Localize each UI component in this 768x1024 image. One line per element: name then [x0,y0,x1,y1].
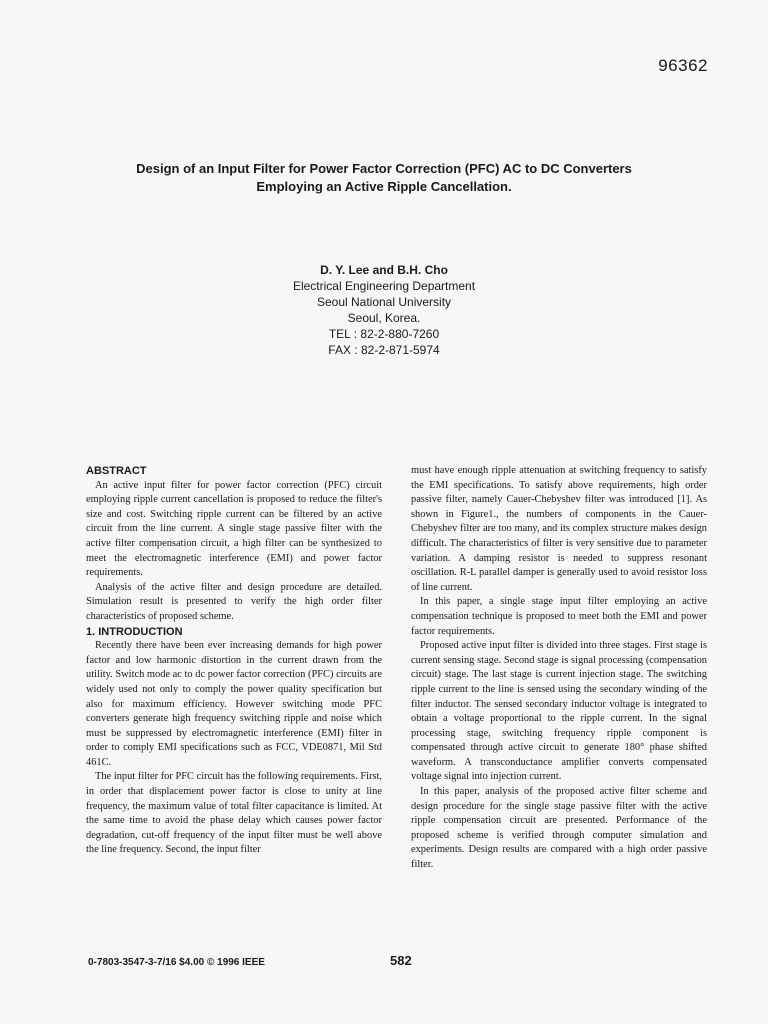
paper-id: 96362 [658,56,708,75]
right-column [411,464,707,873]
right-paragraph-2: In this paper, a single stage input filter employing an active compensation technique is proposed to meet both the EMI and power factor requirements. [411,596,707,637]
page-number: 582 [390,953,412,968]
abstract-heading: ABSTRACT [86,465,147,477]
abstract-paragraph-2: Analysis of the active filter and design procedure are detailed. Simulation result is presented to verify the high order filter characteristics of proposed scheme. [86,581,382,622]
paper-title [60,160,708,196]
right-paragraph-1: must have enough ripple attenuation at switching frequency to satisfy the EMI specifications. To satisfy above requirements, high order passive filter, namely Cauer-Chebyshev filter was introduced [1]. As shown in Figure1., the numbers of components in the Cauer-Chebyshev filter are too many, and its complex structure makes design difficult. The characteristics of filter is very sensitive due to parameter variation. A damping resistor is needed to suppress resonant oscillation. R-L parallel damper is generally used to avoid resistor loss of line current. [411,465,707,593]
author-university: Seoul National University [316,295,452,309]
title-line-1: Design of an Input Filter for Power Factor Correction (PFC) AC to DC Converters [136,161,632,176]
left-column [86,464,382,858]
author-location: Seoul, Korea. [347,311,421,325]
right-paragraph-4: In this paper, analysis of the proposed active filter scheme and design procedure for the single stage passive filter with the active ripple compensation circuit are presented. Performance of the proposed scheme is verified through computer simulation and experiments. Design results are compared with a high order passive filter. [411,786,707,871]
author-names: D. Y. Lee and B.H. Cho [320,263,448,277]
title-line-2: Employing an Active Ripple Cancellation. [256,179,512,194]
abstract-paragraph-1: An active input filter for power factor correction (PFC) circuit employing ripple current cancellation is proposed to reduce the filter's size and cost. Switching ripple current can be filtered by an active circuit from the line current. A single stage passive filter with the active filter compensation circuit, a high filter can be synthesized to meet the electromagnetic interference (EMI) and power factor requirements. [86,479,382,579]
author-tel: TEL : 82-2-880-7260 [328,327,440,341]
author-department: Electrical Engineering Department [292,279,476,293]
right-paragraph-3: Proposed active input filter is divided into three stages. First stage is current sensing stage. Second stage is signal processing (compensation circuit) stage. The last stage is current injection stage. The switching ripple current to the line is sensed using the secondary winding of the filter inductor. The sensed secondary inductor voltage is integrated to obtain a voltage proportional to the ripple current. In the signal processing stage, switching frequency ripple component is compensated through active circuit to generate 180° phase shifted waveform. A transconductance amplifier converts compensated voltage signal into injection current. [411,640,707,783]
introduction-heading: 1. INTRODUCTION [86,625,183,638]
author-block [60,262,708,358]
introduction-paragraph-2: The input filter for PFC circuit has the following requirements. First, in order that displacement power factor is close to unity at line frequency, the maximum value of total filter capacitance is limited. At the same time to avoid the phase delay which causes power factor degradation, cut-off frequency of the input filter must be well above the line frequency. Second, the input filter [86,771,382,856]
introduction-paragraph-1: Recently there have been ever increasing demands for high power factor and low harmonic distortion in the current drawn from the utility. Switch mode ac to dc power factor correction (PFC) circuits are widely used not only to comply the power quality specification but also for maximum efficiency. However switching mode PFC converters generate high frequency switching ripple and noise which must be suppressed by electromagnetic interference (EMI) filter in order to comply EMI specifications such as FCC, VDE0871, Mil Std 461C. [86,640,382,768]
copyright-line: 0-7803-3547-3-7/16 $4.00 © 1996 IEEE [88,957,265,968]
author-fax: FAX : 82-2-871-5974 [328,343,440,357]
